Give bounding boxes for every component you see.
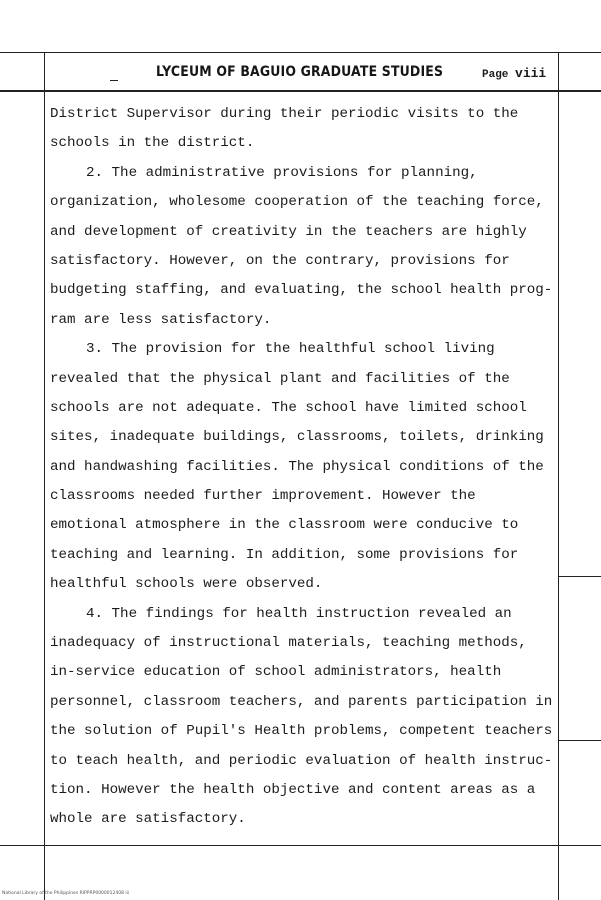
archive-stamp: National Library of the Philippines RIPPRP0000012408 iii (2, 891, 130, 896)
text-line: budgeting staffing, and evaluating, the school health prog- (50, 282, 553, 299)
text-line: inadequacy of instructional materials, teaching methods, (50, 635, 527, 652)
text-line: revealed that the physical plant and facilities of the (50, 370, 510, 387)
top-rule (0, 52, 601, 53)
text-line: and development of creativity in the teachers are highly (50, 223, 527, 240)
text-line: sites, inadequate buildings, classrooms, toilets, drinking (50, 429, 544, 446)
text-line: satisfactory. However, on the contrary, provisions for (50, 252, 510, 269)
page-number: viii (515, 66, 547, 81)
text-line: to teach health, and periodic evaluation of health instruc- (50, 752, 553, 769)
text-line: whole are satisfactory. (50, 811, 246, 828)
text-line: ram are less satisfactory. (50, 311, 272, 328)
text-line: the solution of Pupil's Health problems, competent teachers (50, 723, 553, 740)
text-line: 3. The provision for the healthful school living (86, 341, 495, 358)
text-line: District Supervisor during their periodic visits to the (50, 106, 519, 122)
text-line: emotional atmosphere in the classroom were conducive to (50, 517, 519, 534)
page-number-label (482, 66, 546, 81)
body-text (50, 100, 560, 835)
text-line: healthful schools were observed. (50, 576, 323, 593)
right-column-rule-lower (558, 740, 601, 741)
text-line: personnel, classroom teachers, and parents participation in (50, 693, 553, 710)
text-line: in-service education of school administrators, health (50, 664, 502, 681)
text-line: schools in the district. (50, 135, 255, 152)
bottom-rule (0, 845, 601, 846)
page-header-title: LYCEUM OF BAGUIO GRADUATE STUDIES (156, 64, 444, 80)
text-line: classrooms needed further improvement. However the (50, 488, 476, 505)
left-margin-line (44, 52, 45, 900)
text-line: organization, wholesome cooperation of the teaching force, (50, 194, 544, 211)
text-line: tion. However the health objective and content areas as a (50, 781, 536, 798)
header-tick-mark (110, 80, 118, 81)
text-line: schools are not adequate. The school have limited school (50, 399, 527, 416)
page-label: Page (482, 69, 509, 81)
right-column-rule-upper (558, 576, 601, 577)
text-line: 2. The administrative provisions for planning, (86, 164, 478, 181)
text-line: 4. The findings for health instruction revealed an (86, 605, 512, 622)
header-rule (0, 90, 601, 92)
text-line: and handwashing facilities. The physical conditions of the (50, 458, 544, 475)
text-line: teaching and learning. In addition, some provisions for (50, 546, 519, 563)
